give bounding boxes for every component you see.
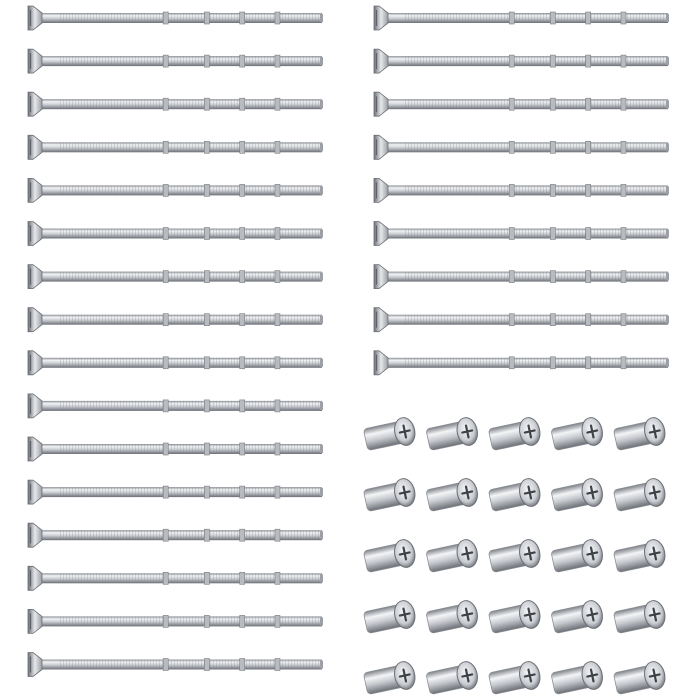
barrel-nut xyxy=(425,538,480,576)
long-screw xyxy=(28,308,323,332)
long-screw xyxy=(374,351,669,375)
long-screw xyxy=(374,222,669,246)
long-screw xyxy=(28,49,323,73)
long-screw xyxy=(28,265,323,289)
barrel-nut xyxy=(488,599,543,637)
barrel-nut xyxy=(550,599,605,637)
barrel-nut xyxy=(363,660,418,698)
long-screw xyxy=(28,394,323,418)
long-screw xyxy=(28,351,323,375)
long-screw xyxy=(28,437,323,461)
long-screw xyxy=(28,523,323,547)
barrel-nut xyxy=(613,660,668,698)
barrel-nut xyxy=(488,416,543,454)
barrel-nut xyxy=(550,416,605,454)
barrel-nut xyxy=(488,538,543,576)
barrel-nut xyxy=(363,599,418,637)
long-screw xyxy=(28,566,323,590)
long-screw xyxy=(28,92,323,116)
barrel-nut xyxy=(425,660,480,698)
barrel-nut xyxy=(363,538,418,576)
barrel-nut xyxy=(613,416,668,454)
barrel-nut xyxy=(613,538,668,576)
long-screw xyxy=(28,609,323,633)
barrel-nut xyxy=(425,416,480,454)
barrel-nut xyxy=(425,599,480,637)
barrel-nut xyxy=(613,477,668,515)
long-screw xyxy=(374,49,669,73)
long-screw xyxy=(374,135,669,159)
barrel-nut xyxy=(550,477,605,515)
barrel-nut xyxy=(613,599,668,637)
long-screw xyxy=(28,480,323,504)
long-screw xyxy=(28,135,323,159)
barrel-nut xyxy=(425,477,480,515)
long-screw xyxy=(374,265,669,289)
long-screw xyxy=(28,653,323,677)
barrel-nut xyxy=(363,477,418,515)
long-screws-right-column xyxy=(374,6,669,375)
long-screw xyxy=(374,6,669,30)
barrel-nut xyxy=(550,538,605,576)
long-screw xyxy=(374,178,669,202)
barrel-nut xyxy=(488,477,543,515)
long-screw xyxy=(374,308,669,332)
long-screw xyxy=(28,222,323,246)
long-screw xyxy=(28,178,323,202)
barrel-nut xyxy=(363,416,418,454)
barrel-nut xyxy=(550,660,605,698)
barrel-nuts-grid xyxy=(363,416,668,698)
barrel-nut xyxy=(488,660,543,698)
long-screws-left-column xyxy=(28,6,323,677)
long-screw xyxy=(374,92,669,116)
long-screw xyxy=(28,6,323,30)
